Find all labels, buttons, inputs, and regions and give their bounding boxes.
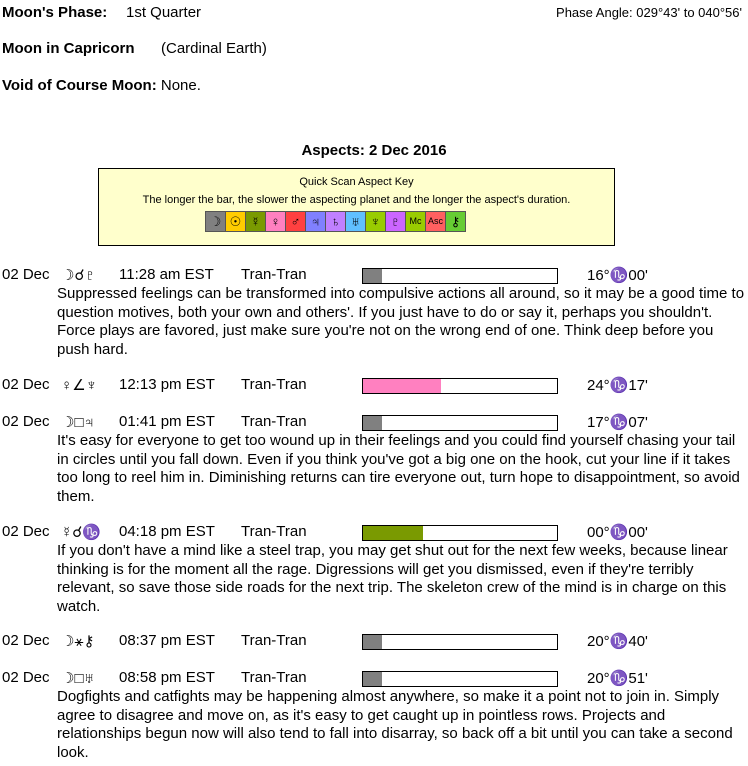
aspect-duration-fill [363,672,382,686]
aspect-duration-fill [363,416,382,430]
aspect-type: Tran-Tran [241,632,307,649]
aspect-duration-bar [362,268,558,284]
aspect-degree: 20°♑51' [587,670,648,687]
void-of-course [2,77,201,94]
aspect-time: 04:18 pm EST [119,523,215,540]
aspect-time: 08:58 pm EST [119,669,215,686]
key-swatch-icon: ☽ [205,211,226,232]
key-swatch-icon: ☉ [225,211,246,232]
aspect-description: Suppressed feelings can be transformed into compulsive actions all around, so it may be a good time to question motives, both your own and others'. If you just have to do or say it, perhaps you shouldn't. Force plays are favored, just make sure you're not on the wrong end of one. Think deep before you push hard. [57,285,745,358]
aspect-duration-fill [363,635,382,649]
aspect-symbols: ☽□♃ [61,414,95,431]
aspect-symbols: ☿☌♑ [61,524,101,541]
moon-sign-value: (Cardinal Earth) [161,40,267,57]
aspect-key-box [98,168,615,246]
aspect-symbols: ☽□♅ [61,670,95,687]
aspect-type: Tran-Tran [241,376,307,393]
aspect-time: 01:41 pm EST [119,413,215,430]
aspect-description: If you don't have a mind like a steel trap, you may get shut out for the next few weeks, because linear thinking is for the moment all the rage. Digressions will get you dismissed, even if they're terribly relevant, so save those side roads for the next trip. The skeleton crew of the mind is in charge on this watch. [57,542,728,615]
void-of-course-value: None. [160,77,201,94]
aspect-date: 02 Dec [2,266,50,283]
aspect-duration-bar [362,378,558,394]
aspects-title: Aspects: 2 Dec 2016 [301,142,447,159]
key-swatch-icon: Mc [405,211,426,232]
aspect-symbols: ☽☌♇ [61,267,96,284]
key-swatch-icon: ♂ [285,211,306,232]
aspect-type: Tran-Tran [241,413,307,430]
key-swatch-icon: ♄ [325,211,346,232]
aspect-type: Tran-Tran [241,669,307,686]
key-swatch-icon: ♇ [385,211,406,232]
aspect-date: 02 Dec [2,632,50,649]
key-swatch-icon: ⚷ [445,211,466,232]
aspect-date: 02 Dec [2,669,50,686]
phase-angle: Phase Angle: 029°43' to 040°56' [556,5,742,20]
key-swatch-icon: ♀ [265,211,286,232]
key-swatch-icon: ♆ [365,211,386,232]
key-swatch-icon: ♃ [305,211,326,232]
key-swatch-icon: Asc [425,211,446,232]
aspect-duration-bar [362,671,558,687]
aspect-degree: 00°♑00' [587,524,648,541]
aspect-degree: 17°♑07' [587,414,648,431]
aspect-degree: 16°♑00' [587,267,648,284]
aspect-degree: 20°♑40' [587,633,648,650]
aspect-time: 12:13 pm EST [119,376,215,393]
moon-phase-label: Moon's Phase: [2,4,108,21]
aspect-key-swatches [205,211,465,231]
aspect-date: 02 Dec [2,376,50,393]
aspect-description: Dogfights and catfights may be happening almost anywhere, so make it a point not to join in. Simply agree to disagree and move on, as it's easy to get caught up in pointless rows. Projects and relationships begun now will also tend to fall into disarray, so back off a bit until you can take a second look. [57,688,733,761]
moon-phase-value: 1st Quarter [126,4,202,21]
aspect-degree: 24°♑17' [587,377,648,394]
aspect-duration-fill [363,526,423,540]
aspect-duration-bar [362,634,558,650]
aspect-duration-fill [363,269,382,283]
aspect-type: Tran-Tran [241,266,307,283]
aspect-date: 02 Dec [2,413,50,430]
aspect-symbols: ☽⚹⚷ [61,633,95,650]
aspect-symbols: ♀∠♆ [61,377,97,394]
void-of-course-label: Void of Course Moon: [2,77,157,94]
key-swatch-icon: ☿ [245,211,266,232]
moon-sign-label: Moon in Capricorn [2,40,135,57]
key-swatch-icon: ♅ [345,211,366,232]
aspect-duration-bar [362,415,558,431]
aspect-time: 11:28 am EST [119,266,214,283]
aspect-time: 08:37 pm EST [119,632,215,649]
aspect-type: Tran-Tran [241,523,307,540]
aspect-duration-fill [363,379,441,393]
aspect-date: 02 Dec [2,523,50,540]
aspect-description: It's easy for everyone to get too wound up in their feelings and you could find yourself chasing your tail in circles until you fall down. Even if you think you've got a big one on the hook, cut your line if it takes too long to reel him in. Diminishing returns can tire everyone out, turn hope to disappointment, so avoid them. [57,432,740,505]
aspect-key-subtitle: The longer the bar, the slower the aspecting planet and the longer the aspect's duration. [142,194,571,206]
aspect-duration-bar [362,525,558,541]
aspect-key-title: Quick Scan Aspect Key [299,176,414,188]
